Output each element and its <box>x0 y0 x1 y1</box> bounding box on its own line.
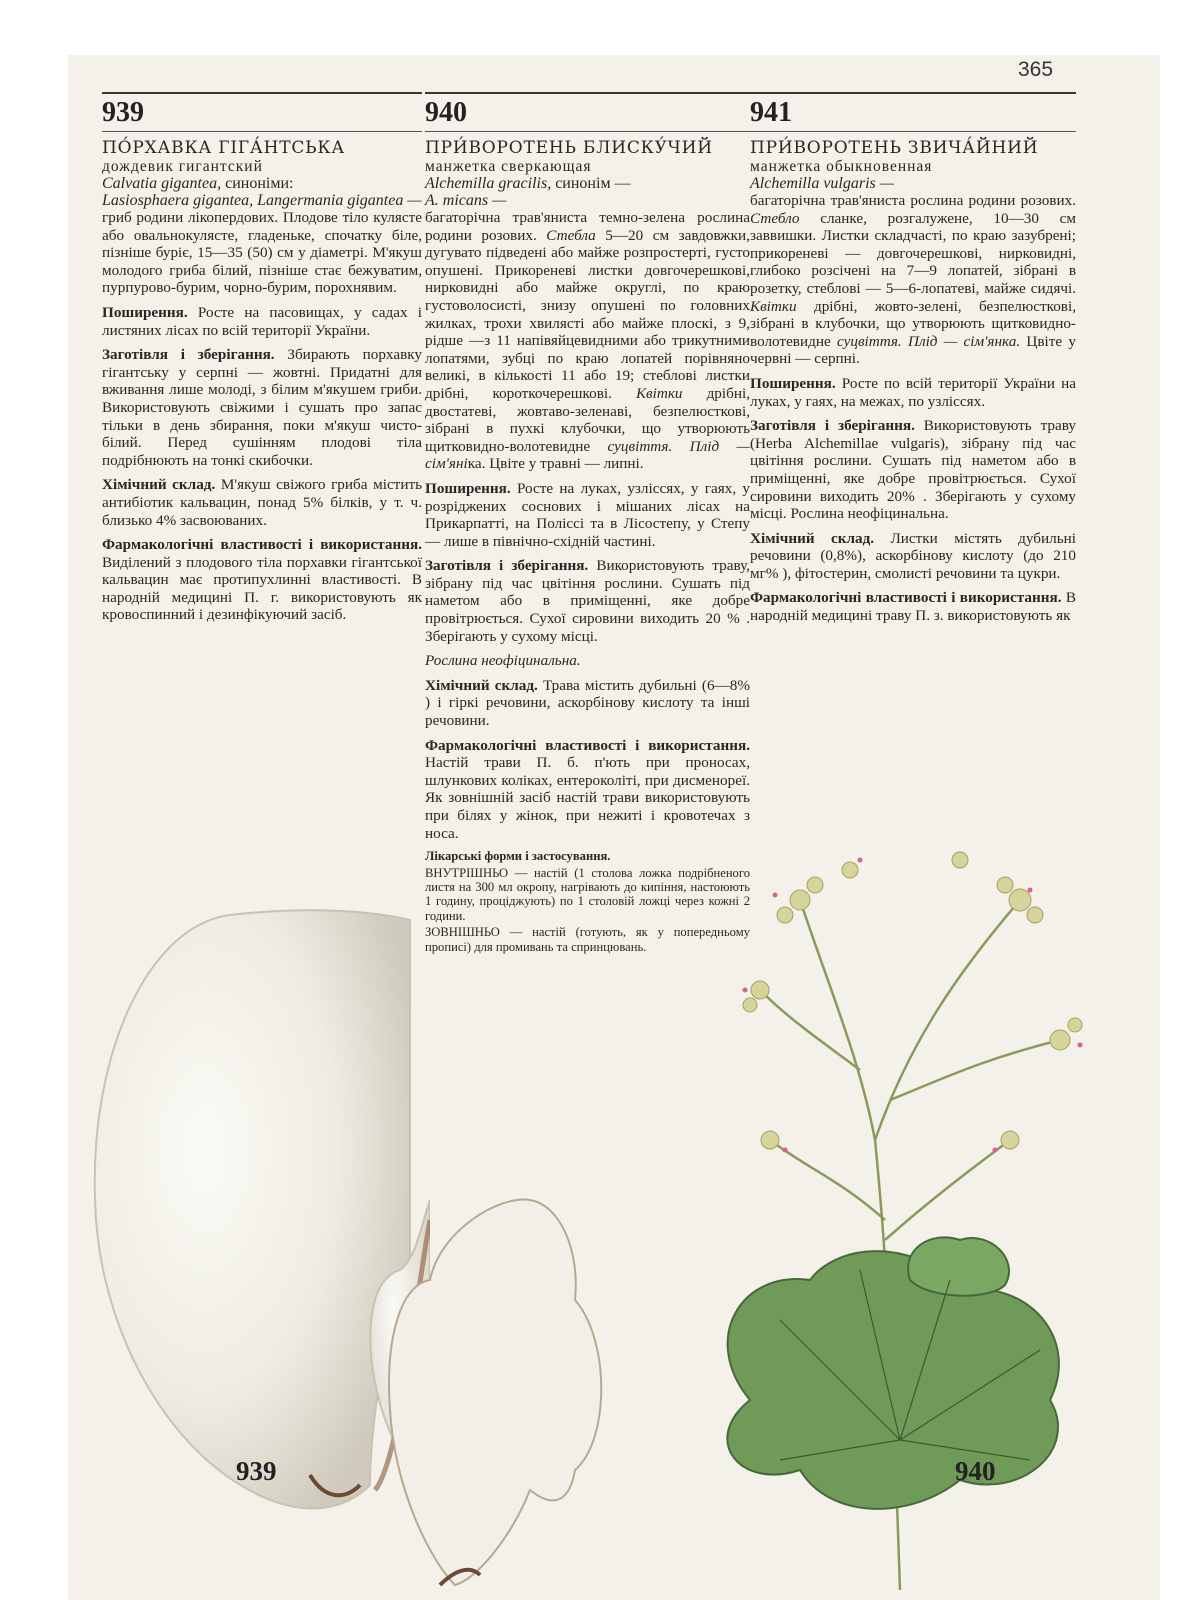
section-paragraph <box>425 480 750 550</box>
divider <box>425 131 750 132</box>
description-part: суцвіття. Плід — сім'яні <box>425 437 750 473</box>
section-text: Рослина неофіцинальна. <box>425 652 581 670</box>
section-text: Трава містить дубильні (6—8% ) і гіркі речовини, аскорбінову кислоту та інші речовини. <box>425 676 750 730</box>
description-part: ка. Цвіте у травні — липні. <box>467 455 644 473</box>
section-paragraph <box>102 304 422 339</box>
section-heading: Заготівля і зберігання. <box>750 417 915 435</box>
section-text: Використовують траву, зібрану під час цвітіння рослини. Сушать під наметом або в приміщенні, яке добре провітрюється. Сухої сировини виходить 20 % . Зберігають у сухому місці. <box>425 557 750 645</box>
section-text: Настій трави П. б. п'ють при проносах, шлункових коліках, ентероколіті, при дисменореї. Як зовнішній засіб настій трави використовують при білях у жінок, при нежиті і кровотечах з носа. <box>425 754 750 842</box>
description-part: дрібні, жовто-зелені, безпелюсткові, зібрані в клубочки, що утворюють щитковидно-волотевидне <box>750 297 1076 350</box>
divider <box>750 131 1076 132</box>
latin-synonyms: A. micans — <box>425 192 507 209</box>
description-part: сланке, розгалужене, 10—30 см заввишки. Листки складчасті, по краю зазубрені; прикореневі — довгочерешкові, нирковидні, глибоко розсічені на 7—9 лопатей, зібрані в розетку, стеблові — 5—6-лопатеві, майже сидячі. <box>750 209 1076 297</box>
top-rule <box>750 92 1076 94</box>
section-heading: Фармакологічні властивості і використання. <box>102 536 422 554</box>
section-paragraph <box>102 536 422 624</box>
section-heading: Поширення. <box>425 479 511 497</box>
entry-number: 941 <box>750 97 792 128</box>
section-text: Виділений з плодового тіла порхавки гігантської кальвацин має протипухлинні властивості. В народній медицині П. г. використовують як кровоспинний і дезинфікуючий засіб. <box>102 553 422 624</box>
section-text: Росте на луках, узліссях, у гаях, у розріджених соснових і мішаних лісах на Прикарпатті, на Поліссі та в Лісостепу, у Степу — лише в північно-східній частині. <box>425 479 750 550</box>
description-part: дрібні, двостатеві, жовтаво-зеленаві, безпелюсткові, зібрані в пухкі клубочки, що утворюють щитковидно-волотевидне <box>425 384 750 455</box>
description-part: Квітки <box>635 384 683 402</box>
section-text: Листки містять дубильні речовини (0,8%), аскорбінову кислоту (до 210 мг% ), фітостерин, смолисті речовини та цукри. <box>750 529 1077 582</box>
section-paragraph <box>750 530 1076 583</box>
section-text: Росте по всій території України на луках, у гаях, на межах, по узліссях. <box>750 374 1076 410</box>
latin-main: Calvatia gigantea, <box>102 175 222 192</box>
sections <box>102 304 422 624</box>
section-text: Збирають порхавку гігантську у серпні — жовтні. Придатні для вживання лише молоді, з білим м'якушем гриби. Використовують свіжими і сушать про запас тільки в день збирання, поки м'якуш чисто-білий. Перед сушінням плодові тіла подрібнюють на тонкі скибочки. <box>102 346 422 469</box>
section-text: В народній медицині траву П. з. використовують як <box>750 589 1076 625</box>
latin-name <box>425 175 750 192</box>
section-text: М'якуш свіжого гриба містить антибіотик кальвацин, понад 5% білків, у т. ч. близько 4% засвоюваних. <box>102 476 423 529</box>
section-heading: Заготівля і зберігання. <box>102 346 275 364</box>
lady-mantle-illustration <box>660 840 1120 1600</box>
section-paragraph <box>750 417 1076 523</box>
entry-title: ПРИ́ВОРОТЕНЬ ЗВИЧА́ЙНИЙ <box>750 138 1039 158</box>
description-part: Квітки <box>750 297 797 315</box>
russian-name: манжетка сверкающая <box>425 158 592 175</box>
section-paragraph <box>102 346 422 469</box>
entry-941 <box>750 92 1076 632</box>
description-part: суцвіття. Плід — сім'янка. <box>836 332 1021 350</box>
puffball-large <box>95 910 410 1508</box>
entry-number: 940 <box>425 97 467 128</box>
puffball-second <box>389 1200 601 1585</box>
description-part: Стебло <box>750 209 800 227</box>
section-heading: Заготівля і зберігання. <box>425 557 589 575</box>
section-heading: Фармакологічні властивості і використання. <box>750 589 1062 607</box>
leaf-small <box>908 1237 1009 1295</box>
section-paragraph <box>425 677 750 730</box>
description-part: 5—20 см завдовжки, дугувато підведені або майже розпростерті, густо опушені. Прикореневі листки довгочерешкові, нирковидні або майже округлі, по краю густоволосисті, знизу опушені по головних жилках, трохи хвилясті або майже плоскі, з 9, рідше —з 11 напівяйцевидними або трикутними лопатями, зубці по краю лопатей порівняно великі, в кількості 11 або 19; стеблові листки дрібні, короткочерешкові. <box>425 226 750 402</box>
sections <box>425 480 750 842</box>
section-paragraph <box>102 476 422 529</box>
sections <box>750 375 1076 625</box>
section-text: Використовують траву (Herba Alchemillae vulgaris), зібрану під час цвітіння рослини. Сушать під наметом або в приміщенні, яке добре провітрюється. Сухої сировини виходить 20% . Зберігають у сухому місці. Рослина неофіцинальна. <box>750 417 1076 523</box>
entry-939 <box>102 92 422 631</box>
description-part: багаторічна трав'яниста темно-зелена рослина родини розових. <box>425 209 750 244</box>
section-heading: Хімічний склад. <box>102 476 216 494</box>
section-paragraph <box>425 652 750 670</box>
section-paragraph <box>750 375 1076 410</box>
latin-tail: синоніми: <box>221 175 294 192</box>
page-number: 365 <box>1018 58 1054 81</box>
section-heading: Хімічний склад. <box>425 676 538 694</box>
forms-internal: ВНУТРІШНЬО — настій (1 столова ложка подрібненого листя на 300 мл окропу, нагрівають до кипіння, настоюють 1 годину, проціджують) по 1 столовій ложці через кожні 2 години. <box>425 865 750 923</box>
section-heading: Хімічний склад. <box>750 529 875 547</box>
section-heading: Фармакологічні властивості і використання. <box>425 736 750 754</box>
section-paragraph <box>425 557 750 645</box>
latin-main: Alchemilla gracilis, <box>425 175 552 192</box>
entry-940 <box>425 92 750 956</box>
leaf-large <box>727 1251 1059 1509</box>
section-text: Росте на пасовищах, у садах і листяних лісах по всій території України. <box>102 303 422 339</box>
top-rule <box>425 92 750 94</box>
description-part: Цвіте у червні — серпні. <box>750 332 1076 368</box>
latin-name <box>102 175 422 192</box>
section-heading: Поширення. <box>102 303 188 321</box>
description <box>425 209 750 473</box>
russian-name: дождевик гигантский <box>102 158 263 175</box>
figure-label-940: 940 <box>955 1456 996 1486</box>
entry-title: ПО́РХАВКА ГІГА́НТСЬКА <box>102 138 346 158</box>
puffball-illustration <box>70 900 430 1600</box>
forms-external: ЗОВНІШНЬО — настій (готують, як у попередньому прописі) для промивань та спринцювань. <box>425 925 750 954</box>
section-paragraph <box>750 589 1076 624</box>
section-paragraph <box>425 737 750 843</box>
description <box>750 192 1076 368</box>
top-rule <box>102 92 422 94</box>
description: гриб родини лікопердових. Плодове тіло кулясте або овальнокулясте, гладеньке, спочатку біле, пізніше буріє, 15—35 (50) см у діаметрі. М'якуш молодого гриба білий, пізніше стає бежуватим, пурпурово-бурим, чорно-бурим, порохнявим. <box>102 209 422 297</box>
section-heading: Поширення. <box>750 374 836 392</box>
description-part: Стебла <box>546 226 596 244</box>
latin-synonyms: Lasiosphaera gigantea, Langermania gigantea — <box>102 192 422 209</box>
russian-name: манжетка обыкновенная <box>750 158 933 175</box>
entry-title: ПРИ́ВОРОТЕНЬ БЛИСКУ́ЧИЙ <box>425 138 713 158</box>
forms-heading: Лікарські форми і застосування. <box>425 849 611 864</box>
divider <box>102 131 422 132</box>
latin-name: Alchemilla vulgaris — <box>750 175 894 192</box>
latin-tail: синонім — <box>551 175 631 192</box>
entry-number: 939 <box>102 97 144 128</box>
description-part: багаторічна трав'яниста рослина родини розових. <box>750 192 1076 209</box>
figure-label-939: 939 <box>236 1456 277 1486</box>
